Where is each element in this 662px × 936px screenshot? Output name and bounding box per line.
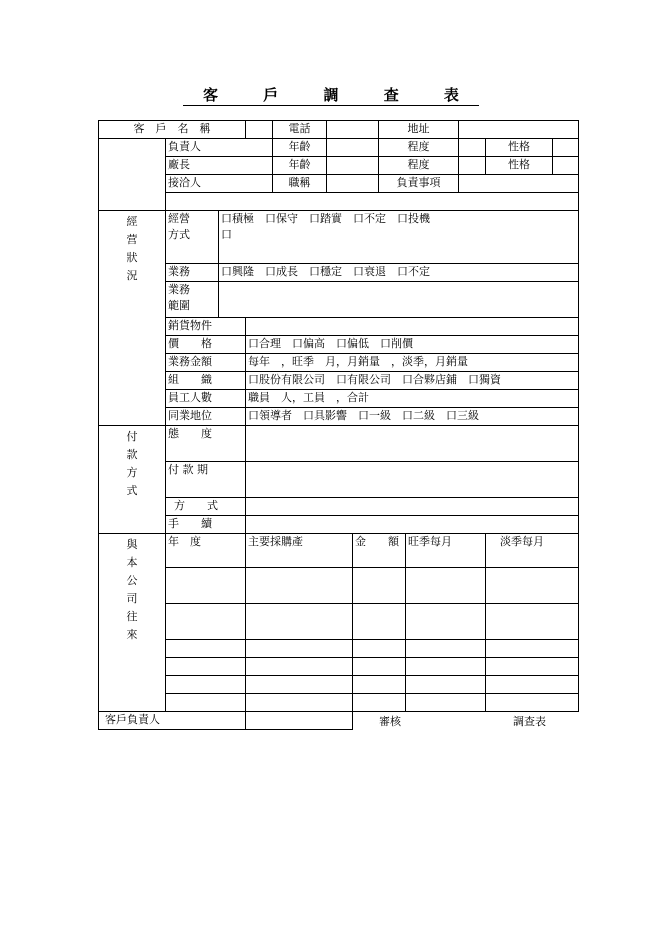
dealings-cell[interactable] [352,603,406,640]
attitude-field[interactable] [245,425,579,462]
owner-character-field[interactable] [552,138,579,157]
dealings-cell[interactable] [245,639,353,658]
owner-age-field[interactable] [326,138,379,157]
manager-character-field[interactable] [552,156,579,175]
dealings-cell[interactable] [245,693,353,712]
business-amount-label: 業務金額 [165,353,246,372]
price-options[interactable]: 口合理 口偏高 口偏低 口削價 [245,335,579,354]
operation-mode-label: 經營 方式 [165,210,219,264]
surveyor-label: 調查表 [513,715,546,728]
dealings-cell[interactable] [405,693,486,712]
manager-education-field[interactable] [458,156,486,175]
peer-position-options[interactable]: 口領導者 口具影響 口一級 口二級 口三級 [245,407,579,426]
business-scope-field[interactable] [218,281,579,318]
dealings-cell[interactable] [352,693,406,712]
dealings-cell[interactable] [485,693,579,712]
contact-person-label: 接洽人 [165,174,273,193]
customer-owner-label: 客戶負責人 [98,711,246,730]
dealings-cell[interactable] [405,639,486,658]
customer-owner-field[interactable] [245,711,353,730]
payment-period-label: 付 款 期 [165,461,246,498]
payment-period-field[interactable] [245,461,579,498]
dealings-cell[interactable] [165,693,246,712]
year-header: 年 度 [165,533,246,568]
dealings-cell[interactable] [352,639,406,658]
review-label: 審核 [379,715,401,728]
dealings-cell[interactable] [405,603,486,640]
organization-label: 組 織 [165,371,246,390]
dealings-cell[interactable] [165,603,246,640]
business-scope-label: 業務 範圍 [165,281,219,318]
dealings-cell[interactable] [485,657,579,676]
manager-character-label: 性格 [485,156,553,175]
attitude-label: 態 度 [165,425,246,462]
organization-options[interactable]: 口股份有限公司 口有限公司 口合夥店鋪 口獨資 [245,371,579,390]
dealings-cell[interactable] [405,657,486,676]
page-title: 客 戶 調 查 表 [0,84,662,105]
dealings-cell[interactable] [245,657,353,676]
payment-method-field[interactable] [245,497,579,516]
price-label: 價 格 [165,335,246,354]
dealings-section-label: 與 本 公 司 往 來 [98,533,166,712]
owner-education-field[interactable] [458,138,486,157]
dealings-cell[interactable] [485,567,579,604]
contact-title-label: 職稱 [272,174,327,193]
payment-procedure-label: 手 續 [165,515,246,534]
manager-age-label: 年齡 [272,156,327,175]
dealings-cell[interactable] [405,567,486,604]
owner-character-label: 性格 [485,138,553,157]
address-label: 地址 [378,120,459,139]
contact-title-field[interactable] [326,174,379,193]
factory-manager-label: 廠長 [165,156,273,175]
contact-duties-label: 負責事項 [378,174,459,193]
business-label: 業務 [165,263,219,282]
dealings-cell[interactable] [165,639,246,658]
dealings-cell[interactable] [245,603,353,640]
staff-count-label: 員工人數 [165,389,246,408]
phone-label: 電話 [272,120,327,139]
main-product-header: 主要採購產 [245,533,353,568]
manager-education-label: 程度 [378,156,459,175]
staff-count-field[interactable]: 職員 人，工員 ，合計 [245,389,579,408]
dealings-cell[interactable] [405,675,486,694]
owner-label: 負責人 [165,138,273,157]
payment-procedure-field[interactable] [245,515,579,534]
dealings-cell[interactable] [352,675,406,694]
dealings-cell[interactable] [165,657,246,676]
dealings-cell[interactable] [165,675,246,694]
dealings-cell[interactable] [485,603,579,640]
dealings-cell[interactable] [485,639,579,658]
amount-header: 金 額 [352,533,406,568]
dealings-cell[interactable] [352,657,406,676]
peak-monthly-header: 旺季每月 [405,533,486,568]
off-monthly-header: 淡季每月 [485,533,579,568]
payment-section-label: 付 款 方 式 [98,425,166,534]
people-remark-row[interactable] [165,192,579,211]
address-field[interactable] [458,120,579,139]
payment-method-label: 方 式 [165,497,246,516]
business-section-label: 經 营 狀 況 [98,210,166,426]
sales-goods-label: 銷貨物件 [165,317,246,336]
owner-education-label: 程度 [378,138,459,157]
contact-duties-field[interactable] [458,174,579,193]
business-options[interactable]: 口興隆 口成長 口穩定 口衰退 口不定 [218,263,579,282]
manager-age-field[interactable] [326,156,379,175]
phone-field[interactable] [326,120,379,139]
dealings-cell[interactable] [165,567,246,604]
peer-position-label: 同業地位 [165,407,246,426]
operation-mode-options[interactable]: 口積極 口保守 口踏實 口不定 口投機 口 [218,210,579,264]
sales-goods-field[interactable] [245,317,579,336]
owner-age-label: 年齡 [272,138,327,157]
customer-name-label: 客 戶 名 稱 [98,120,246,139]
dealings-cell[interactable] [245,675,353,694]
dealings-cell[interactable] [245,567,353,604]
dealings-cell[interactable] [352,567,406,604]
business-amount-field[interactable]: 每年 ，旺季 月，月銷量 ，淡季，月銷量 [245,353,579,372]
customer-name-field[interactable] [245,120,273,139]
dealings-cell[interactable] [485,675,579,694]
people-left-blank [98,138,166,211]
